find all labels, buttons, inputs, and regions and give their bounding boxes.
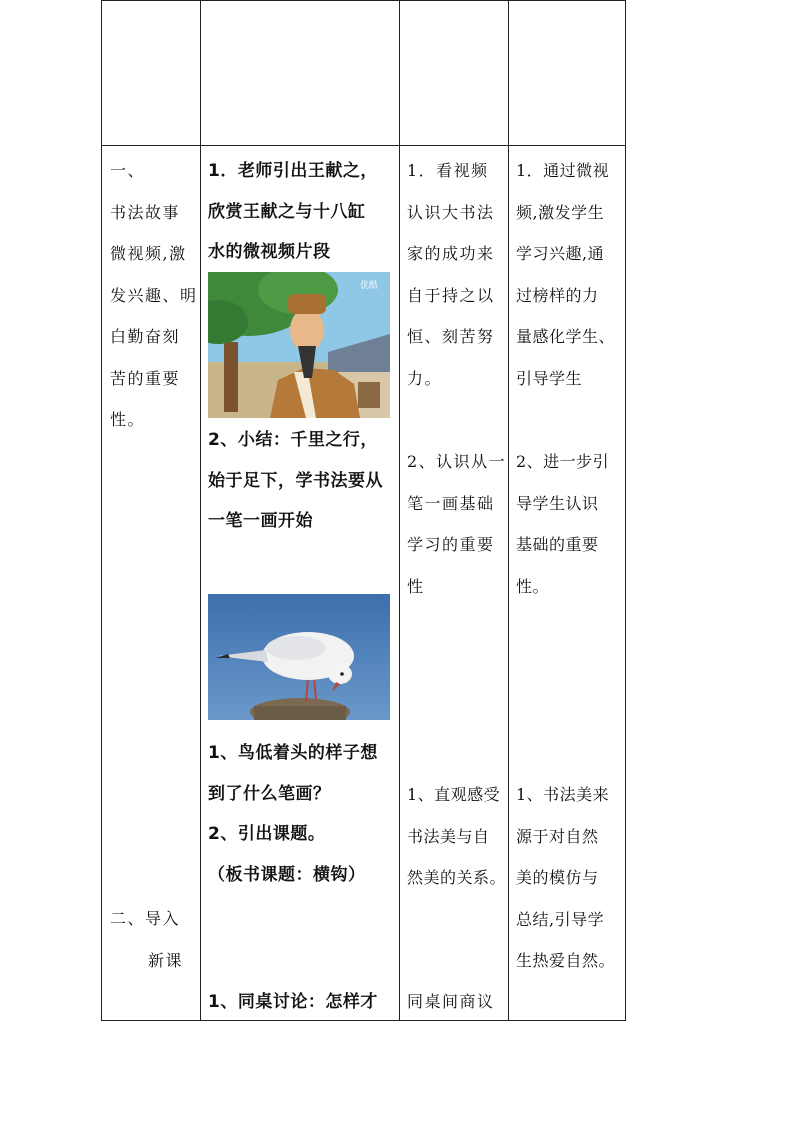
teacher-item1 — [208, 151, 378, 273]
teacher-line: 一笔一画开始 — [208, 511, 313, 531]
stage-line: 性。 — [110, 410, 146, 429]
lesson-plan-table — [101, 0, 626, 1021]
student-line: 认识大书法 — [407, 202, 495, 222]
intent-line: 美的模仿与 — [516, 868, 599, 887]
intent-line: 频,激发学生 — [516, 202, 605, 222]
teacher-line: 到了什么笔画？ — [208, 783, 331, 804]
video-still-image — [208, 272, 390, 418]
column-divider — [399, 1, 400, 1020]
student-line: 笔一画基础 — [407, 493, 495, 513]
student-line: 家的成功来 — [407, 244, 495, 263]
intent-block1 — [516, 150, 615, 399]
teacher-line: 2、小结：千里之行， — [208, 430, 378, 450]
student-line: 学习的重要 — [407, 535, 495, 554]
teacher-line: 1．老师引出王献之， — [208, 161, 378, 181]
student-line: 书法美与自 — [407, 826, 490, 846]
student-block2 — [407, 441, 506, 607]
student-line: 恒、刻苦努 — [407, 327, 495, 346]
intent-block2 — [516, 441, 609, 607]
teacher-item3 — [208, 733, 378, 895]
row-divider — [102, 145, 625, 146]
intent-line: 学习兴趣,通 — [516, 244, 605, 263]
student-block4 — [407, 981, 495, 1023]
stage-line: 微视频,激 — [110, 244, 187, 263]
video-watermark: 优酷 — [360, 281, 379, 291]
stage-line: 苦的重要 — [110, 368, 181, 388]
intent-line: 2、进一步引 — [516, 452, 610, 471]
stage2-cell — [110, 898, 183, 981]
teacher-line: 2、引出课题。 — [208, 824, 326, 844]
student-block1 — [407, 150, 495, 399]
intent-line: 过榜样的力 — [516, 285, 599, 305]
student-line: 同桌间商议 — [407, 992, 495, 1011]
teacher-line: （板书课题：横钩） — [208, 864, 366, 885]
column-divider — [508, 1, 509, 1020]
student-line: 1．看视频 — [407, 161, 489, 180]
column-divider — [200, 1, 201, 1020]
intent-block3 — [516, 774, 615, 982]
intent-line: 生热爱自然。 — [516, 951, 616, 970]
stage2-line: 二、导入 — [110, 909, 181, 928]
student-line: 2、认识从一 — [407, 452, 507, 471]
stage-line: 白勤奋刻 — [110, 327, 181, 346]
teacher-line: 始于足下，学书法要从 — [208, 470, 383, 491]
stage-cell — [110, 150, 198, 441]
teacher-item4 — [208, 982, 378, 1023]
student-line: 1、直观感受 — [407, 785, 501, 804]
student-block3 — [407, 774, 506, 899]
intent-line: 总结,引导学 — [516, 909, 605, 929]
intent-line: 基础的重要 — [516, 535, 599, 554]
student-line: 性 — [407, 576, 425, 596]
stage-line: 书法故事 — [110, 202, 181, 222]
teacher-line: 1、同桌讨论：怎样才 — [208, 992, 378, 1012]
stage-line: 一、 — [110, 161, 146, 180]
intent-line: 源于对自然 — [516, 826, 599, 846]
teacher-item2 — [208, 420, 383, 542]
teacher-line: 水的微视频片段 — [208, 242, 331, 262]
stage-line: 发兴趣、明 — [110, 285, 198, 305]
intent-line: 1．通过微视 — [516, 161, 610, 180]
teacher-line: 欣赏王献之与十八缸 — [208, 201, 366, 222]
stage2-line: 新课 — [148, 950, 184, 970]
bird-photo-image — [208, 594, 390, 720]
student-line: 然美的关系。 — [407, 868, 507, 887]
intent-line: 性。 — [516, 576, 550, 596]
intent-line: 引导学生 — [516, 368, 583, 388]
teacher-line: 1、鸟低着头的样子想 — [208, 743, 378, 763]
intent-line: 量感化学生、 — [516, 327, 616, 346]
student-line: 自于持之以 — [407, 285, 495, 305]
intent-line: 导学生认识 — [516, 493, 599, 513]
intent-line: 1、书法美来 — [516, 785, 610, 804]
student-line: 力。 — [407, 368, 443, 388]
